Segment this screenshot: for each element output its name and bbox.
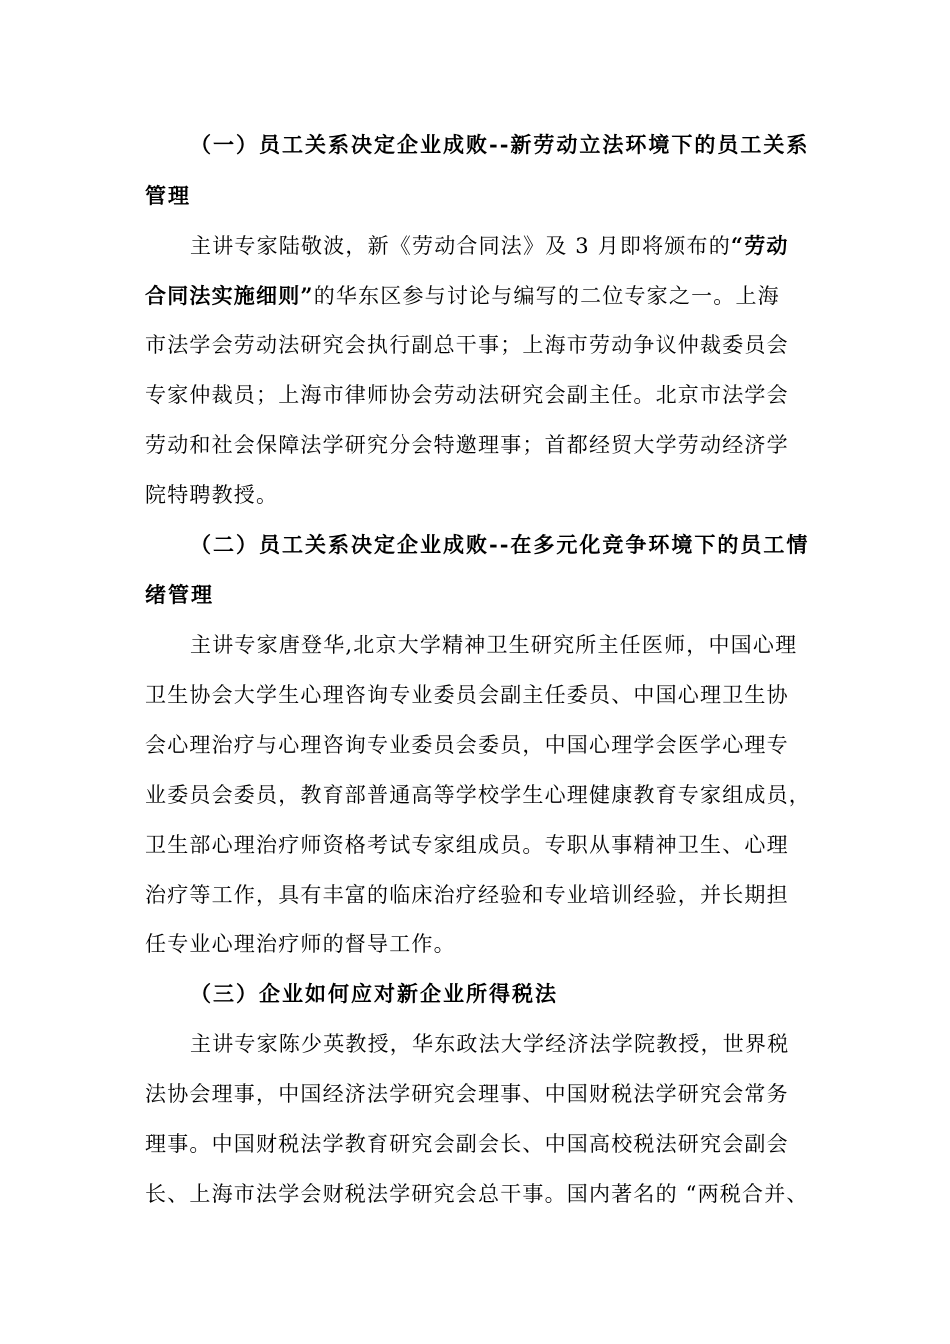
section-3-body-line-2: 法协会理事，中国经济法学研究会理事、中国财税法学研究会常务 [145,1082,789,1106]
section-3-heading-line-1: （三）企业如何应对新企业所得税法 [190,981,558,1006]
section-2-body-line-7: 任专业心理治疗师的督导工作。 [145,932,456,956]
section-1-body-line-2 [145,281,780,311]
section-2-heading-line-2: 绪管理 [145,582,214,607]
section-2-body-line-2: 卫生协会大学生心理咨询专业委员会副主任委员、中国心理卫生协 [145,683,789,707]
section-2-body-line-3: 会心理治疗与心理咨询专业委员会委员，中国心理学会医学心理专 [145,733,789,757]
section-2-body-line-5: 卫生部心理治疗师资格考试专家组成员。专职从事精神卫生、心理 [145,833,789,857]
section-2-heading-line-1: （二）员工关系决定企业成败--在多元化竞争环境下的员工情 [190,532,810,557]
section-1-heading-line-2: 管理 [145,183,191,208]
section-3-body-line-3: 理事。中国财税法学教育研究会副会长、中国高校税法研究会副会 [145,1132,789,1156]
section-3-body-line-4: 长、上海市法学会财税法学研究会总干事。国内著名的 “两税合并、 [145,1182,809,1206]
section-2-body-line-6: 治疗等工作，具有丰富的临床治疗经验和专业培训经验，并长期担 [145,883,789,907]
section-1-body-bold: “劳动 [730,233,789,258]
section-1-body-line-1 [190,231,789,261]
section-1-body-text: 的华东区参与讨论与编写的二位专家之一。上海 [313,284,780,308]
section-1-body-line-3: 市法学会劳动法研究会执行副总干事；上海市劳动争议仲裁委员会 [145,333,789,357]
section-1-body-line-4: 专家仲裁员；上海市律师协会劳动法研究会副主任。北京市法学会 [145,383,789,407]
section-3-body-line-1: 主讲专家陈少英教授，华东政法大学经济法学院教授，世界税 [190,1032,790,1056]
section-1-body-text: 主讲专家陆敬波，新《劳动合同法》及 3 月即将颁布的 [190,234,731,258]
section-2-body-line-1: 主讲专家唐登华,北京大学精神卫生研究所主任医师，中国心理 [190,633,798,657]
section-1-body-bold: 合同法实施细则” [145,283,314,308]
section-1-heading-line-1: （一）员工关系决定企业成败--新劳动立法环境下的员工关系 [190,132,810,157]
section-1-body-line-6: 院特聘教授。 [145,483,279,507]
section-1-body-line-5: 劳动和社会保障法学研究分会特邀理事；首都经贸大学劳动经济学 [145,433,789,457]
section-2-body-line-4: 业委员会委员，教育部普通高等学校学生心理健康教育专家组成员， [145,783,811,807]
